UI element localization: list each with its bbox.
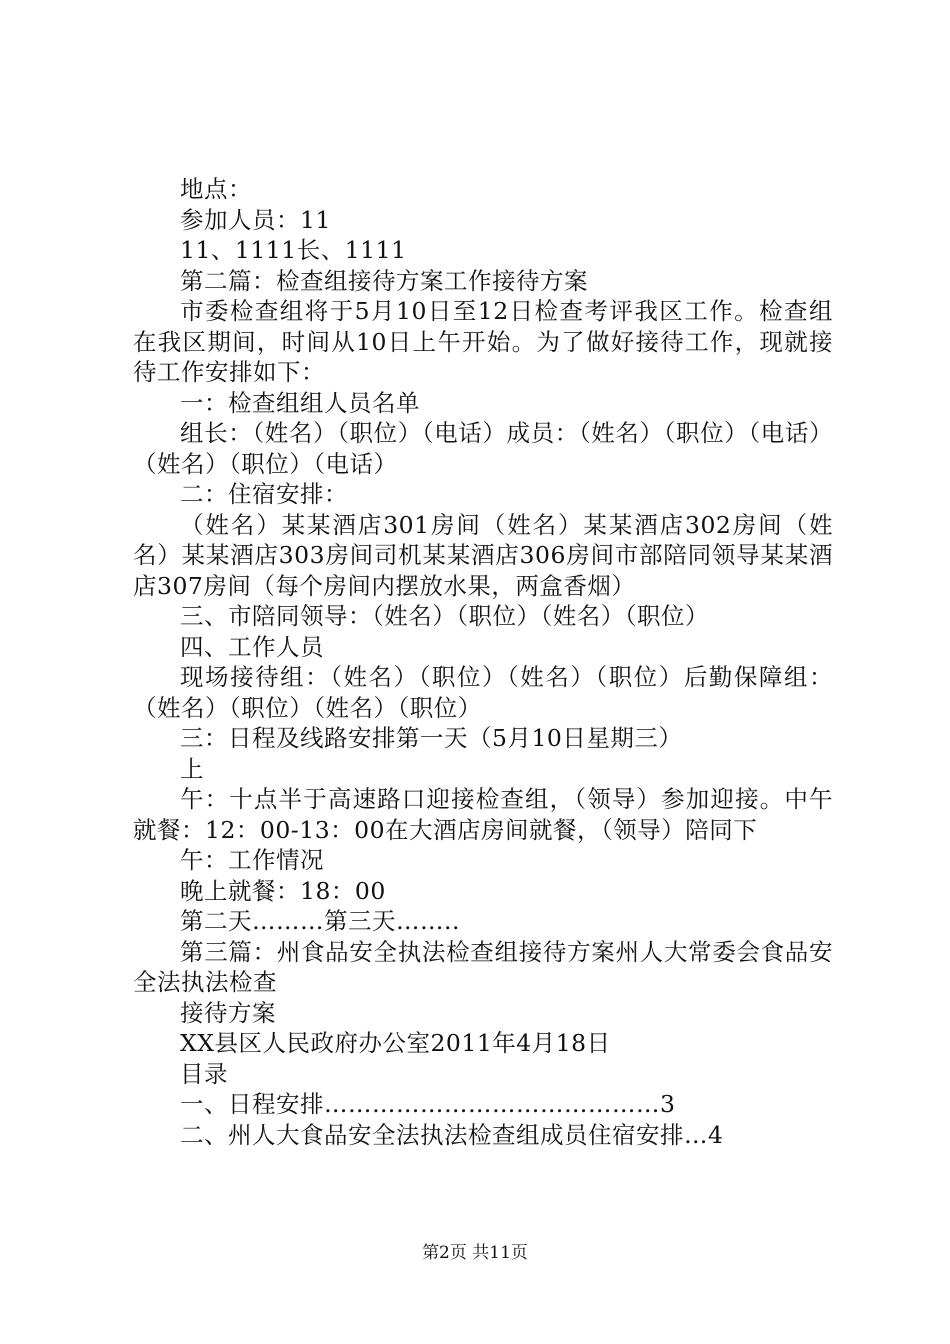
paragraph: 三：日程及线路安排第一天（5月10日星期三）	[180, 724, 683, 752]
paragraph: 二：住宿安排：	[180, 480, 348, 508]
paragraph: 上	[180, 754, 204, 783]
toc-heading: 目录	[180, 1059, 228, 1088]
paragraph: 午：十点半于高速路口迎接检查组，（领导）参加迎接。中午就餐：12：00-13：00在大酒店房间就餐，（领导）陪同下	[133, 785, 833, 844]
paragraph: 四、工作人员	[180, 632, 324, 661]
section-heading: 第二篇：检查组接待方案工作接待方案	[180, 266, 588, 295]
paragraph: （姓名）某某酒店301房间（姓名）某某酒店302房间（姓名）某某酒店303房间司机某某酒店306房间市部陪同领导某某酒店307房间（每个房间内摆放水果，两盒香烟）	[133, 510, 833, 600]
page-footer: 第2页 共11页	[422, 1243, 528, 1263]
paragraph: 组长：（姓名）（职位）（电话）成员：（姓名）（职位）（电话）（姓名）（职位）（电话）	[133, 419, 833, 478]
paragraph: 晚上就餐：18：00	[180, 876, 386, 905]
document-body	[133, 174, 833, 1150]
paragraph: 现场接待组：（姓名）（职位）（姓名）（职位）后勤保障组：（姓名）（职位）（姓名）（职位）	[133, 663, 833, 722]
paragraph: 三、市陪同领导：（姓名）（职位）（姓名）（职位）	[180, 602, 709, 630]
paragraph: 市委检查组将于5月10日至12日检查考评我区工作。检查组在我区期间，时间从10日上午开始。为了做好接待工作，现就接待工作安排如下：	[133, 297, 833, 386]
paragraph: 午：工作情况	[180, 846, 324, 874]
toc-entry: 二、州人大食品安全法执法检查组成员住宿安排…4	[180, 1120, 724, 1149]
paragraph: 第二天………第三天……..	[180, 907, 460, 935]
paragraph: 11、1111长、1111	[180, 236, 407, 264]
paragraph: 地点：	[180, 175, 252, 203]
paragraph: XX县区人民政府办公室2011年4月18日	[180, 1029, 611, 1057]
paragraph: 参加人员：11	[180, 205, 331, 234]
section-heading: 第三篇：州食品安全执法检查组接待方案州人大常委会食品安全法执法检查	[133, 937, 833, 996]
toc-entry: 一、日程安排……………………………………3	[180, 1090, 676, 1118]
paragraph: 一：检查组组人员名单	[180, 388, 420, 417]
paragraph: 接待方案	[180, 998, 276, 1027]
